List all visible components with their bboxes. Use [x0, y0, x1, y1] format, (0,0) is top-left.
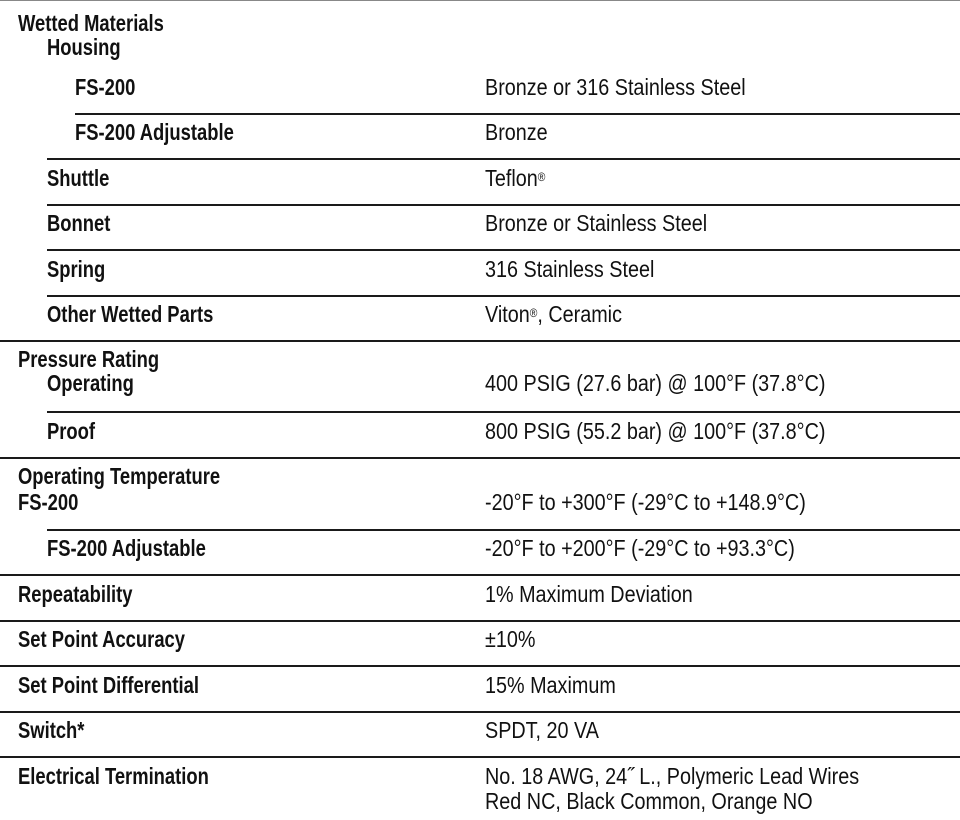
- subsection-heading: Housing: [47, 34, 121, 60]
- table-top-rule: [0, 0, 960, 1]
- row-rule: [47, 158, 960, 160]
- row-value: Viton®, Ceramic: [485, 301, 622, 327]
- section-rule: [0, 457, 960, 459]
- row-label: Shuttle: [47, 165, 110, 191]
- registered-mark: ®: [537, 170, 546, 184]
- section-heading: Operating Temperature: [18, 463, 221, 489]
- row-label: Set Point Differential: [18, 672, 199, 698]
- row-label: Switch*: [18, 717, 85, 743]
- row-label: Spring: [47, 256, 106, 282]
- section-rule: [0, 756, 960, 758]
- row-value-line2: Red NC, Black Common, Orange NO: [485, 788, 813, 814]
- row-value: SPDT, 20 VA: [485, 717, 599, 743]
- row-label: Electrical Termination: [18, 763, 209, 789]
- section-rule: [0, 574, 960, 576]
- row-value: Teflon®: [485, 165, 546, 191]
- row-rule: [47, 204, 960, 206]
- row-value: 800 PSIG (55.2 bar) @ 100°F (37.8°C): [485, 418, 826, 444]
- row-value: -20°F to +200°F (-29°C to +93.3°C): [485, 535, 795, 561]
- row-label: Set Point Accuracy: [18, 626, 186, 652]
- row-value: 316 Stainless Steel: [485, 256, 655, 282]
- section-rule: [0, 340, 960, 342]
- row-value: Bronze or 316 Stainless Steel: [485, 74, 746, 100]
- row-label: FS-200 Adjustable: [47, 535, 206, 561]
- row-label: Other Wetted Parts: [47, 301, 214, 327]
- section-heading: Wetted Materials: [18, 10, 164, 36]
- row-label: FS-200 Adjustable: [75, 119, 234, 145]
- section-heading: Pressure Rating: [18, 346, 160, 372]
- row-value: 15% Maximum: [485, 672, 616, 698]
- row-value: Bronze or Stainless Steel: [485, 210, 708, 236]
- row-rule: [75, 113, 960, 115]
- row-rule: [47, 529, 960, 531]
- row-rule: [47, 249, 960, 251]
- section-rule: [0, 665, 960, 667]
- row-label: Proof: [47, 418, 96, 444]
- row-value: No. 18 AWG, 24˝ L., Polymeric Lead Wires: [485, 763, 860, 789]
- section-rule: [0, 620, 960, 622]
- row-label: FS-200: [18, 489, 79, 515]
- row-value: 400 PSIG (27.6 bar) @ 100°F (37.8°C): [485, 370, 826, 396]
- section-rule: [0, 711, 960, 713]
- row-label: Bonnet: [47, 210, 111, 236]
- row-rule: [47, 411, 960, 413]
- row-rule: [47, 295, 960, 297]
- row-value: ±10%: [485, 626, 536, 652]
- registered-mark: ®: [529, 306, 538, 320]
- row-value: Bronze: [485, 119, 548, 145]
- row-label: Operating: [47, 370, 134, 396]
- row-label: FS-200: [75, 74, 136, 100]
- row-label: Repeatability: [18, 581, 133, 607]
- row-value: 1% Maximum Deviation: [485, 581, 693, 607]
- row-value: -20°F to +300°F (-29°C to +148.9°C): [485, 489, 806, 515]
